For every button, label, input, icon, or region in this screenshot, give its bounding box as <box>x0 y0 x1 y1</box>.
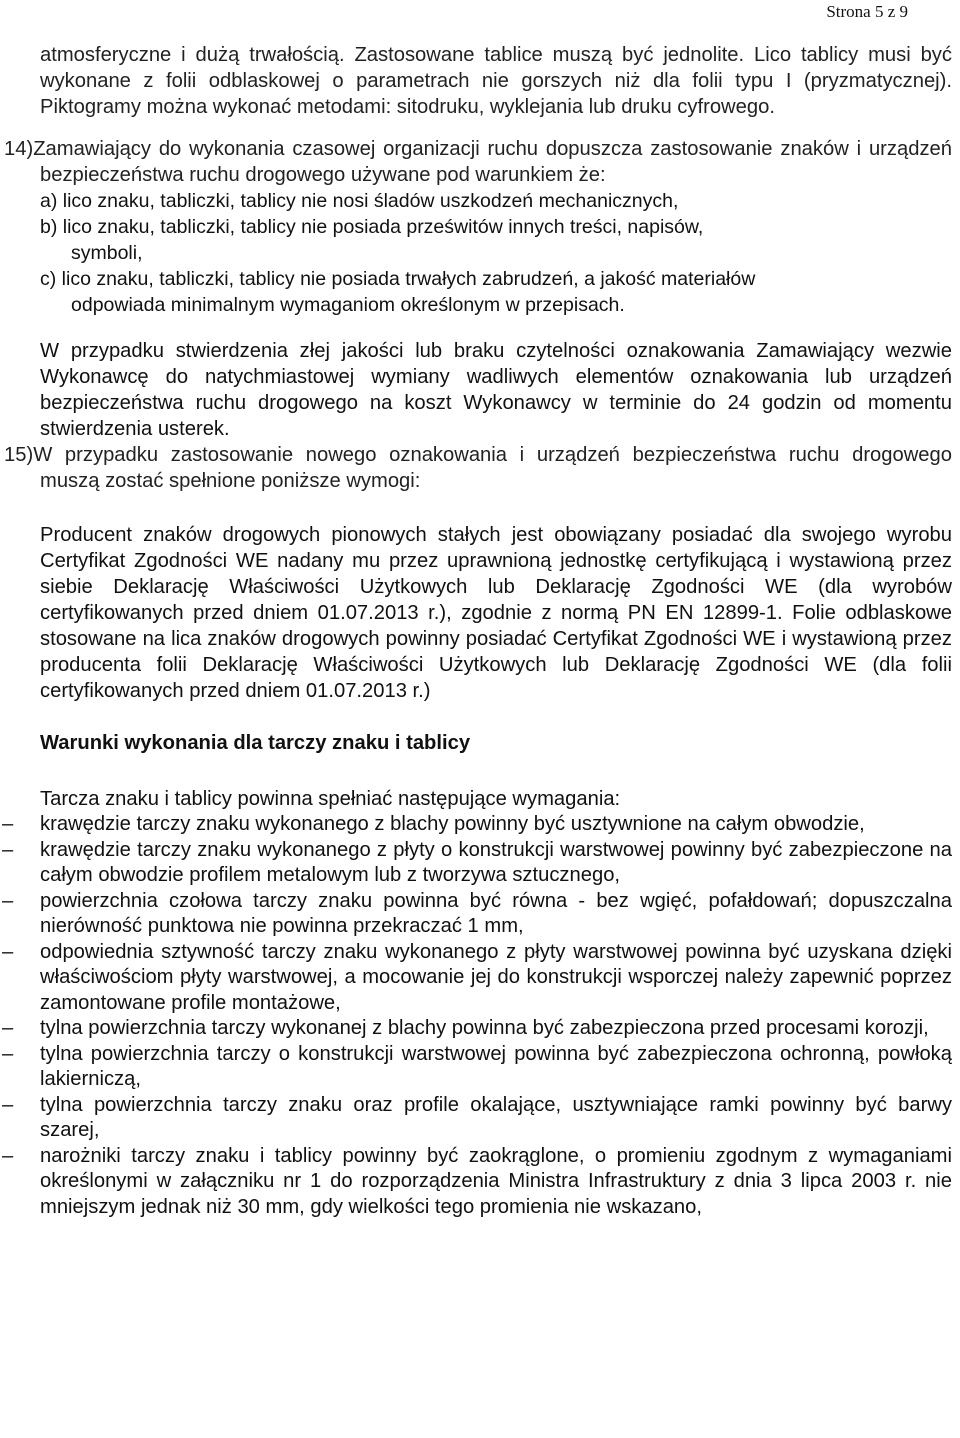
paragraph-folia: atmosferyczne i dużą trwałością. Zastosowane tablice muszą być jednolite. Lico tablicy musi być wykonane z folii odblaskowej o parametrach nie gorszych niż dla folii typu I (pryzmatycznej). Piktogramy można wykonać metodami: sitodruku, wyklejania lub druku cyfrowego. <box>40 44 952 118</box>
item-14-b: b) lico znaku, tabliczki, tablicy nie posiada prześwitów innych treści, napisów, <box>40 216 704 238</box>
requirement-item: – odpowiednia sztywność tarczy znaku wykonanego z płyty warstwowej powinna być uzyskana dzięki właściwościom płyty warstwowej, a mocowanie jej do konstrukcji wsporczej należy zapewnić poprzez zamontowane profile montażowe, <box>0 940 952 1017</box>
item-15 <box>0 442 952 494</box>
requirements-list <box>0 812 960 1220</box>
requirement-item: – tylna powierzchnia tarczy o konstrukcji warstwowej powinna być zabezpieczona ochronną, powłoką lakierniczą, <box>0 1042 952 1093</box>
page-number: Strona 5 z 9 <box>826 2 908 21</box>
section-heading: Warunki wykonania dla tarczy znaku i tablicy <box>40 732 471 754</box>
requirement-item: – krawędzie tarczy znaku wykonanego z blachy powinny być usztywnione na całym obwodzie, <box>0 812 952 838</box>
requirements-intro: Tarcza znaku i tablicy powinna spełniać następujące wymagania: <box>40 788 621 810</box>
item-15-text: W przypadku zastosowanie nowego oznakowania i urządzeń bezpieczeństwa ruchu drogowego muszą zostać spełnione poniższe wymogi: <box>33 444 952 492</box>
item-14-c: c) lico znaku, tabliczki, tablicy nie posiada trwałych zabrudzeń, a jakość materiałów <box>40 268 756 290</box>
requirement-item: – tylna powierzchnia tarczy znaku oraz profile okalające, usztywniające ramki powinny być barwy szarej, <box>0 1093 952 1144</box>
paragraph-producent: Producent znaków drogowych pionowych stałych jest obowiązany posiadać dla swojego wyrobu Certyfikat Zgodności WE nadany mu przez uprawnioną jednostkę certyfikującą i wystawioną przez siebie Deklarację Właściwości Użytkowych lub Deklarację Zgodności WE (dla wyrobów certyfikowanych przed dniem 01.07.2013 r.), zgodnie z normą PN EN 12899-1. Folie odblaskowe stosowane na lica znaków drogowych powinny posiadać Certyfikat Zgodności WE i wystawioną przez producenta folii Deklarację Właściwości Użytkowych lub Deklarację Zgodności WE (dla folii certyfikowanych przed dniem 01.07.2013 r.) <box>40 524 952 702</box>
item-14-a: a) lico znaku, tabliczki, tablicy nie nosi śladów uszkodzeń mechanicznych, <box>40 190 679 212</box>
item-15-number: 15) <box>4 444 34 466</box>
item-14 <box>0 136 952 188</box>
requirement-item: – krawędzie tarczy znaku wykonanego z płyty o konstrukcji warstwowej powinny być zabezpieczone na całym obwodzie profilem metalowym lub z tworzywa sztucznego, <box>0 838 952 889</box>
item-14-number: 14) <box>4 138 34 160</box>
requirement-item: – narożniki tarczy znaku i tablicy powinny być zaokrąglone, o promieniu zgodnym z wymaganiami określonymi w załączniku nr 1 do rozporządzenia Ministra Infrastruktury z dnia 3 lipca 2003 r. nie mniejszym jednak niż 30 mm, gdy wielkości tego promienia nie wskazano, <box>0 1144 952 1221</box>
item-14-b-cont: symboli, <box>71 242 143 264</box>
item-14-sublist <box>40 188 950 318</box>
item-14-c-cont: odpowiada minimalnym wymaganiom określonym w przepisach. <box>71 294 625 316</box>
paragraph-wymiana: W przypadku stwierdzenia złej jakości lub braku czytelności oznakowania Zamawiający wezwie Wykonawcę do natychmiastowej wymiany wadliwych elementów oznakowania lub urządzeń bezpieczeństwa ruchu drogowego na koszt Wykonawcy w terminie do 24 godzin od momentu stwierdzenia usterek. <box>40 340 952 440</box>
document-body <box>0 42 960 1220</box>
item-14-text: Zamawiający do wykonania czasowej organizacji ruchu dopuszcza zastosowanie znaków i urządzeń bezpieczeństwa ruchu drogowego używane pod warunkiem że: <box>33 138 952 186</box>
requirement-item: – tylna powierzchnia tarczy wykonanej z blachy powinna być zabezpieczona przed procesami korozji, <box>0 1016 952 1042</box>
requirement-item: – powierzchnia czołowa tarczy znaku powinna być równa - bez wgięć, pofałdowań; dopuszczalna nierówność punktowa nie powinna przekraczać 1 mm, <box>0 889 952 940</box>
